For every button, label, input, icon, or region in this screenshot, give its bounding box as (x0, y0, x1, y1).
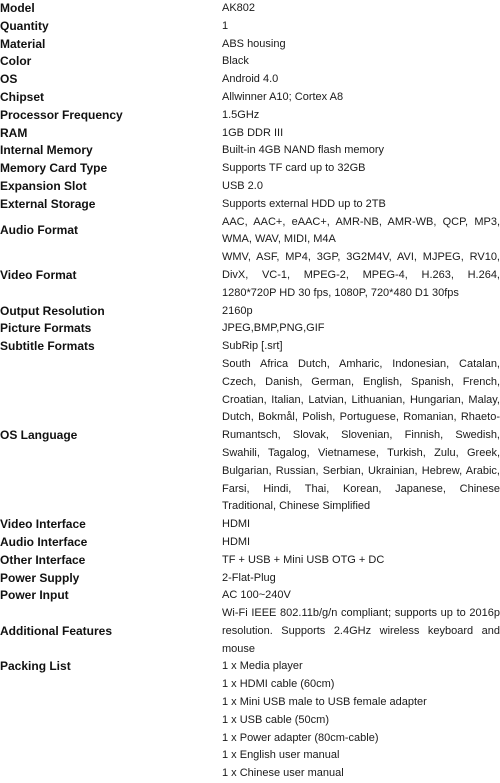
spec-row-external-storage (0, 196, 500, 214)
spec-value: SubRip [.srt] (222, 340, 283, 353)
spec-row-memory-card-type (0, 160, 500, 178)
packing-list-item: 1 x USB cable (50cm) (222, 713, 329, 726)
packing-list-item: 1 x HDMI cable (60cm) (222, 678, 335, 691)
spec-value: South Africa Dutch, Amharic, Indonesian, Catalan, Czech, Danish, German, English, Spanish, French, Croatian, Italian, Latvian, Lithuanian, Hungarian, Malay, Dutch, Bokmål, Polish, Portuguese, Romanian, Rhaeto-Rumantsch, Slovak, Slovenian, Finnish, Swedish, Swahili, Tagalog, Vietnamese, Turkish, Zulu, Greek, Bulgarian, Russian, Serbian, Ukrainian, Hebrew, Arabic, Farsi, Hindi, Thai, Korean, Japanese, Chinese Traditional, Chinese Simplified (222, 357, 500, 513)
spec-value: Wi-Fi IEEE 802.11b/g/n compliant; supports up to 2016p resolution. Supports 2.4GHz wireless keyboard and mouse (222, 607, 500, 655)
spec-label: Power Input (0, 588, 69, 603)
spec-label: Audio Interface (0, 534, 88, 549)
spec-row-packing-list (0, 658, 500, 783)
spec-row-subtitle-formats (0, 338, 500, 356)
spec-label: Output Resolution (0, 303, 105, 318)
spec-row-color (0, 53, 500, 71)
spec-value: Android 4.0 (222, 73, 279, 86)
spec-row-quantity (0, 18, 500, 36)
spec-row-internal-memory (0, 142, 500, 160)
spec-value: Built-in 4GB NAND flash memory (222, 144, 384, 157)
packing-list-item: 1 x Media player (222, 660, 303, 673)
packing-list-item: 1 x Mini USB male to USB female adapter (222, 696, 427, 709)
spec-label: Video Interface (0, 517, 86, 532)
spec-label: Memory Card Type (0, 161, 108, 176)
spec-label: OS Language (0, 428, 78, 443)
spec-value: Supports external HDD up to 2TB (222, 197, 386, 210)
spec-value: 2-Flat-Plug (222, 571, 276, 584)
spec-label: Packing List (0, 659, 71, 674)
spec-value: AC 100~240V (222, 589, 291, 602)
packing-list (222, 658, 500, 783)
spec-label: Subtitle Formats (0, 339, 95, 354)
spec-value: HDMI (222, 518, 251, 531)
spec-row-other-interface (0, 552, 500, 570)
spec-value: 1.5GHz (222, 108, 260, 121)
packing-list-item: 1 x Power adapter (80cm-cable) (222, 731, 379, 744)
spec-row-expansion-slot (0, 178, 500, 196)
spec-row-os (0, 71, 500, 89)
packing-list-item: 1 x Chinese user manual (222, 767, 344, 780)
spec-label: Color (0, 54, 32, 69)
spec-label: OS (0, 72, 18, 87)
spec-label: Other Interface (0, 552, 86, 567)
spec-value: AK802 (222, 2, 256, 14)
spec-row-output-resolution (0, 303, 500, 321)
spec-row-additional-features (0, 605, 500, 658)
spec-row-ram (0, 125, 500, 143)
spec-label: Quantity (0, 18, 49, 33)
spec-value: 2160p (222, 304, 253, 317)
spec-value: TF + USB + Mini USB OTG + DC (222, 553, 385, 566)
spec-row-picture-formats (0, 320, 500, 338)
spec-value: Supports TF card up to 32GB (222, 162, 366, 175)
spec-value: Black (222, 55, 249, 68)
spec-label: Material (0, 36, 46, 51)
spec-label: External Storage (0, 196, 96, 211)
spec-label: Picture Formats (0, 321, 92, 336)
spec-value: 1GB DDR III (222, 126, 284, 139)
spec-value: USB 2.0 (222, 179, 263, 192)
spec-label: Video Format (0, 267, 77, 282)
spec-row-processor-frequency (0, 107, 500, 125)
spec-label: Processor Frequency (0, 107, 123, 122)
spec-label: Internal Memory (0, 143, 93, 158)
spec-label: Power Supply (0, 570, 80, 585)
spec-row-os-language (0, 356, 500, 516)
packing-list-item: 1 x English user manual (222, 749, 340, 762)
spec-row-power-supply (0, 570, 500, 588)
spec-row-video-interface (0, 516, 500, 534)
spec-value: JPEG,BMP,PNG,GIF (222, 322, 325, 335)
spec-row-power-input (0, 587, 500, 605)
spec-label: Chipset (0, 89, 45, 104)
spec-label: Expansion Slot (0, 178, 87, 193)
spec-value: HDMI (222, 535, 251, 548)
spec-value: Allwinner A10; Cortex A8 (222, 90, 344, 103)
spec-label: Additional Features (0, 623, 113, 638)
spec-value: 1 (222, 19, 229, 32)
spec-row-model (0, 0, 500, 18)
spec-value: ABS housing (222, 37, 286, 50)
spec-row-audio-format (0, 214, 500, 250)
spec-value: WMV, ASF, MP4, 3GP, 3G2M4V, AVI, MJPEG, RV10, DivX, VC-1, MPEG-2, MPEG-4, H.263, H.264, 1280*720P HD 30 fps, 1080P, 720*480 D1 30fps (222, 251, 500, 299)
spec-label: RAM (0, 125, 28, 140)
spec-row-video-format (0, 249, 500, 302)
spec-label: Model (0, 1, 35, 15)
spec-row-material (0, 36, 500, 54)
spec-row-chipset (0, 89, 500, 107)
spec-value: AAC, AAC+, eAAC+, AMR-NB, AMR-WB, QCP, MP3, WMA, WAV, MIDI, M4A (222, 215, 500, 246)
spec-row-audio-interface (0, 534, 500, 552)
spec-label: Audio Format (0, 223, 78, 238)
